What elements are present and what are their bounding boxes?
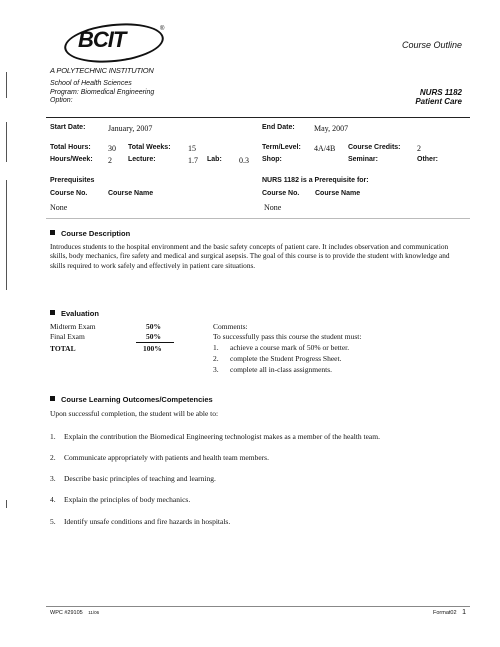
end-date-value: May, 2007 [314,124,349,133]
footer-format: Format02 1 [433,609,466,616]
term-level-label: Term/Level: [262,144,301,151]
hours-week-value: 2 [108,156,112,165]
prereq-col-course-no: Course No. [50,190,88,197]
prereq-value: None [50,203,68,212]
eval-total-label: TOTAL [50,344,76,353]
school-name: School of Health Sciences [50,80,132,87]
start-date-label: Start Date: [50,124,86,131]
hours-week-label: Hours/Week: [50,156,93,163]
scan-mark [6,72,7,98]
option-label: Option: [50,97,73,104]
evaluation-heading: Evaluation [50,309,99,318]
scan-mark [6,122,7,162]
total-hours-value: 30 [108,144,116,153]
eval-row-label: Final Exam [50,332,85,341]
total-hours-label: Total Hours: [50,144,91,151]
prereq-for-col-course-name: Course Name [315,190,361,197]
eval-total-value: 100% [143,344,162,353]
lab-value: 0.3 [239,156,249,165]
outcome-item: 2. Communicate appropriately with patients and health team members. [50,453,269,462]
school-info [50,80,154,106]
section-bullet-icon [50,396,55,401]
outcome-item: 5. Identify unsafe conditions and fire hazards in hospitals. [50,517,231,526]
logo-text: BCIT [78,27,126,52]
prerequisite-for-title: NURS 1182 is a Prerequisite for: [262,177,369,184]
course-credits-value: 2 [417,144,421,153]
outcome-item: 1. Explain the contribution the Biomedical Engineering technologist makes as a member of the health team. [50,432,380,441]
end-date-label: End Date: [262,124,295,131]
start-date-value: January, 2007 [108,124,153,133]
institution-tagline: A POLYTECHNIC INSTITUTION [50,66,154,75]
course-description-text: Introduces students to the hospital environment and the basic safety concepts of patient care. It includes observation and communication skills, body mechanics, fire safety and medical and surgical asepsis. The goal of this course is to provide the student with knowledge and skills required to work safely and effectively in patient care situations. [50,242,450,270]
section-bullet-icon [50,230,55,235]
course-name: Patient Care [415,97,462,106]
eval-row-value: 50% [146,332,161,341]
comment-item: 3. complete all in-class assignments. [213,365,333,374]
course-credits-label: Course Credits: [348,144,401,151]
prereq-divider [46,218,470,219]
course-description-heading: Course Description [50,229,130,238]
total-weeks-value: 15 [188,144,196,153]
outcomes-intro: Upon successful completion, the student will be able to: [50,409,219,418]
outcome-item: 4. Explain the principles of body mechanics. [50,495,191,504]
page-number: 1 [462,609,466,616]
comment-item: 1. achieve a course mark of 50% or better. [213,343,350,352]
eval-total-underline [136,342,174,343]
prereq-for-col-course-no: Course No. [262,190,300,197]
eval-row-value: 50% [146,322,161,331]
header-divider [46,117,470,118]
seminar-label: Seminar: [348,156,378,163]
lab-label: Lab: [207,156,222,163]
other-label: Other: [417,156,438,163]
prerequisites-title: Prerequisites [50,177,95,184]
lecture-label: Lecture: [128,156,156,163]
term-level-value: 4A/4B [314,144,336,153]
program-name: Program: Biomedical Engineering [50,88,155,96]
document-title: Course Outline [401,40,462,50]
outcome-item: 3. Describe basic principles of teaching and learning. [50,474,216,483]
shop-label: Shop: [262,156,282,163]
course-code: NURS 1182 [419,88,462,97]
eval-row-label: Midterm Exam [50,322,96,331]
comments-intro: To successfully pass this course the student must: [213,332,362,341]
section-bullet-icon [50,310,55,315]
prereq-for-value: None [264,203,282,212]
comment-item: 2. complete the Student Progress Sheet. [213,354,342,363]
footer-doc-number: WPC #29105 11/06 [50,610,100,616]
comments-label: Comments: [213,322,248,331]
scan-mark [6,180,7,290]
total-weeks-label: Total Weeks: [128,144,171,151]
outcomes-heading: Course Learning Outcomes/Competencies [50,395,213,404]
lecture-value: 1.7 [188,156,198,165]
footer-divider [46,606,470,607]
prereq-col-course-name: Course Name [108,190,154,197]
scan-mark [6,500,7,508]
